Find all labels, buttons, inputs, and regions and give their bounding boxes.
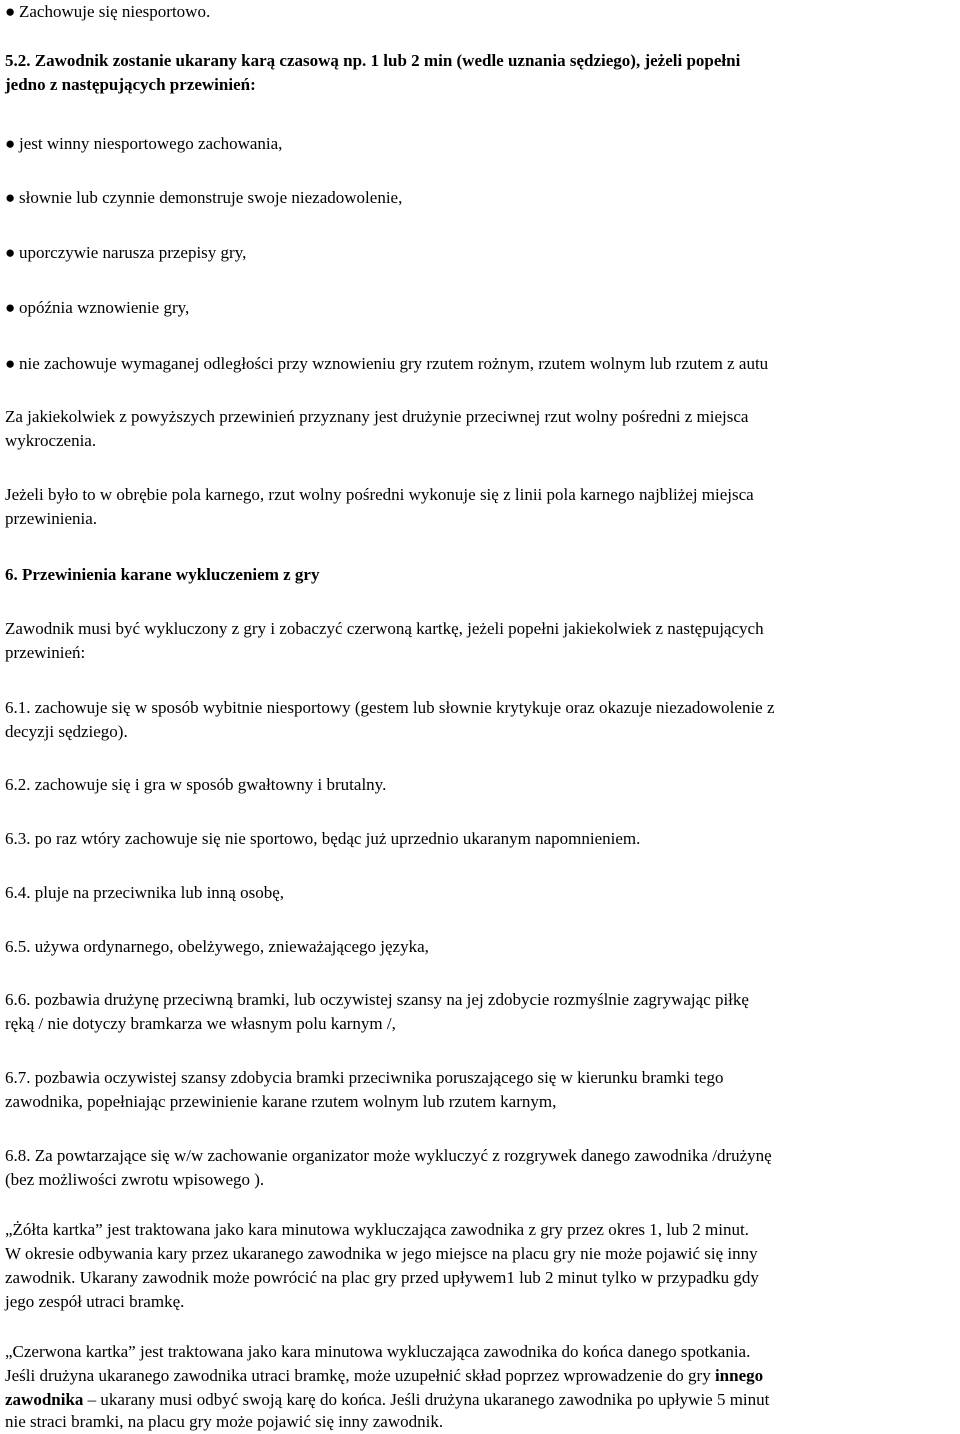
list-item (5, 296, 189, 320)
paragraph-line: Za jakiekolwiek z powyższych przewinień przyznany jest drużynie przeciwnej rzut wolny pośredni z miejsca (5, 407, 749, 426)
rule-item: 6.4. pluje na przeciwnika lub inną osobę, (5, 883, 285, 902)
red-card-text: Jeśli drużyna ukaranego zawodnika utraci bramkę, może uzupełnić skład poprzez wprowadzenie do gry (5, 1366, 715, 1385)
rule-item-line: (bez możliwości zwrotu wpisowego ). (5, 1170, 265, 1189)
paragraph-line: Jeżeli było to w obrębie pola karnego, rzut wolny pośredni wykonuje się z linii pola karnego najbliżej miejsca (5, 485, 754, 504)
rule-item-line: 6.8. Za powtarzające się w/w zachowanie organizator może wykluczyć z rozgrywek danego zawodnika /drużynę (5, 1146, 772, 1165)
rule-item: 6.5. używa ordynarnego, obelżywego, znieważającego języka, (5, 937, 429, 956)
section-heading-line: jedno z następujących przewinień: (5, 75, 256, 94)
list-item-text: nie zachowuje wymaganej odległości przy wznowieniu gry rzutem rożnym, rzutem wolnym lub rzutem z autu (19, 354, 769, 373)
bullet-icon: ● (5, 134, 16, 153)
list-item-text: jest winny niesportowego zachowania, (19, 134, 283, 153)
red-card-line: nie straci bramki, na placu gry może pojawić się inny zawodnik. (5, 1412, 444, 1431)
rule-item-line: zawodnika, popełniając przewinienie karane rzutem wolnym lub rzutem karnym, (5, 1092, 557, 1111)
rule-item: 6.2. zachowuje się i gra w sposób gwałtowny i brutalny. (5, 775, 387, 794)
list-item (5, 186, 402, 210)
yellow-card-line: W okresie odbywania kary przez ukaranego zawodnika w jego miejsce na placu gry nie może pojawić się inny (5, 1244, 758, 1263)
list-item (5, 0, 210, 24)
section-heading-line: 5.2. Zawodnik zostanie ukarany karą czasową np. 1 lub 2 min (wedle uznania sędziego), jeżeli popełni (5, 51, 741, 70)
yellow-card-line: jego zespół utraci bramkę. (5, 1292, 185, 1311)
rule-item-line: 6.7. pozbawia oczywistej szansy zdobycia bramki przeciwnika poruszającego się w kierunku bramki tego (5, 1068, 724, 1087)
list-item-text: Zachowuje się niesportowo. (19, 2, 211, 21)
paragraph-line: przewinienia. (5, 509, 98, 528)
list-item (5, 241, 246, 265)
rule-item-line: 6.1. zachowuje się w sposób wybitnie niesportowy (gestem lub słownie krytykuje oraz okazuje niezadowolenie z (5, 698, 775, 717)
section-heading: 6. Przewinienia karane wykluczeniem z gry (5, 565, 320, 584)
red-card-emphasis: zawodnika (5, 1390, 84, 1409)
list-item-text: uporczywie narusza przepisy gry, (19, 243, 247, 262)
rule-item: 6.3. po raz wtóry zachowuje się nie sportowo, będąc już uprzednio ukaranym napomnieniem. (5, 829, 641, 848)
red-card-emphasis: innego (714, 1366, 764, 1385)
rule-item-line: 6.6. pozbawia drużynę przeciwną bramki, lub oczywistej szansy na jej zdobycie rozmyślnie zagrywając piłkę (5, 990, 749, 1009)
list-item-text: słownie lub czynnie demonstruje swoje niezadowolenie, (19, 188, 403, 207)
list-item (5, 132, 282, 156)
list-item-text: opóźnia wznowienie gry, (19, 298, 190, 317)
rule-item-line: decyzji sędziego). (5, 722, 128, 741)
rule-item-line: ręką / nie dotyczy bramkarza we własnym polu karnym /, (5, 1014, 396, 1033)
red-card-line (5, 1364, 763, 1388)
red-card-line (5, 1388, 769, 1412)
bullet-icon: ● (5, 243, 16, 262)
list-item (5, 352, 768, 376)
red-card-line: „Czerwona kartka” jest traktowana jako kara minutowa wykluczająca zawodnika do końca danego spotkania. (5, 1342, 751, 1361)
yellow-card-line: zawodnik. Ukarany zawodnik może powrócić na plac gry przed upływem1 lub 2 minut tylko w przypadku gdy (5, 1268, 759, 1287)
paragraph-line: wykroczenia. (5, 431, 97, 450)
paragraph-line: Zawodnik musi być wykluczony z gry i zobaczyć czerwoną kartkę, jeżeli popełni jakiekolwiek z następujących (5, 619, 764, 638)
yellow-card-line: „Żółta kartka” jest traktowana jako kara minutowa wykluczająca zawodnika z gry przez okres 1, lub 2 minut. (5, 1220, 749, 1239)
bullet-icon: ● (5, 2, 16, 21)
paragraph-line: przewinień: (5, 643, 86, 662)
bullet-icon: ● (5, 354, 16, 373)
bullet-icon: ● (5, 188, 16, 207)
red-card-text: – ukarany musi odbyć swoją karę do końca. Jeśli drużyna ukaranego zawodnika po upływie 5 minut (83, 1390, 770, 1409)
bullet-icon: ● (5, 298, 16, 317)
